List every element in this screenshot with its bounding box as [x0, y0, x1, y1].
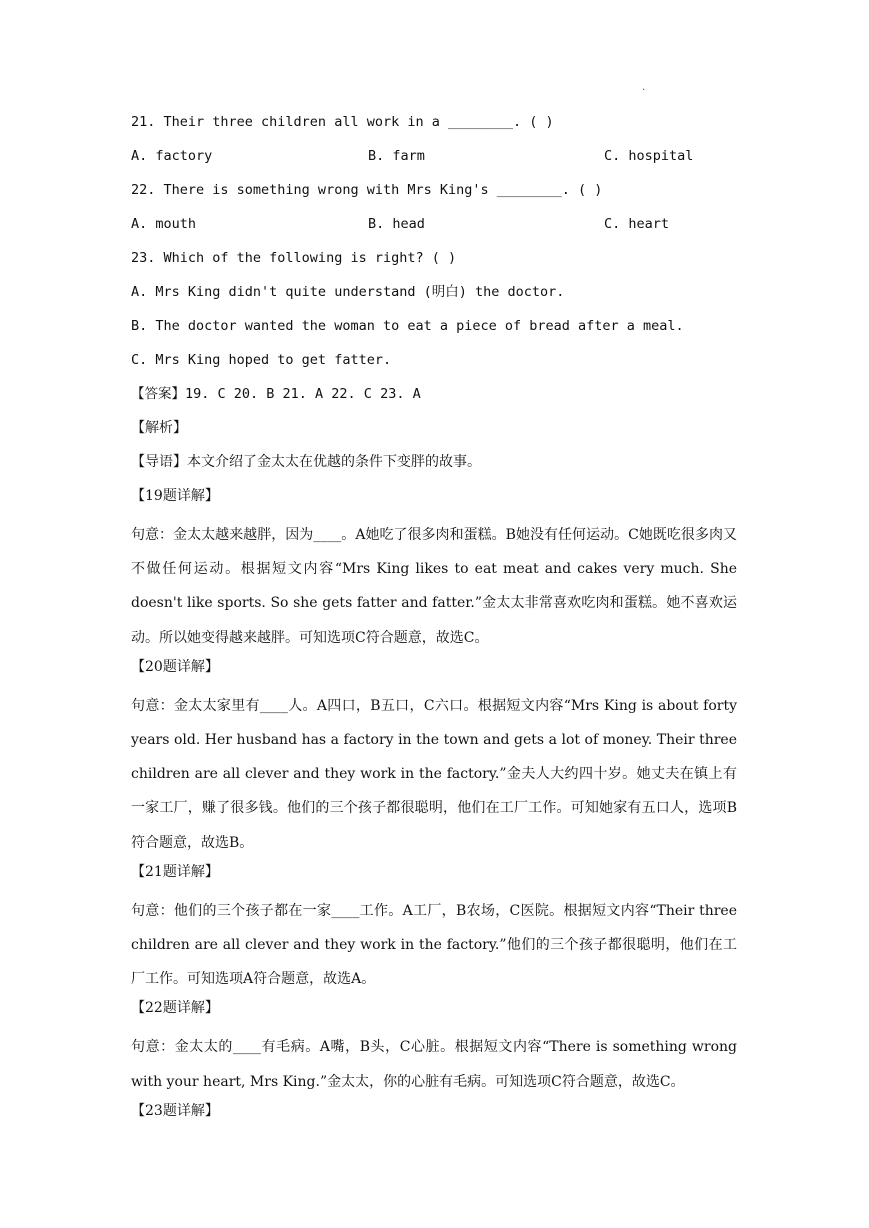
detail-19-text: 句意：金太太越来越胖，因为____。A她吃了很多肉和蛋糕。B她没有任何运动。C她既吃很多肉又不做任何运动。根据短文内容“Mrs King likes to eat meat and cakes very much. She doesn't like sports. So she gets fatter and fatter.”金太太非常喜欢吃肉和蛋糕。她不喜欢运动。所以她变得越来越胖。可知选项C符合题意，故选C。 [131, 527, 737, 646]
question-21-stem: 21. Their three children all work in a ________. ( ) [131, 114, 554, 130]
option-b: B. head [368, 216, 425, 232]
detail-20-heading: 【20题详解】 [131, 658, 219, 675]
analysis-label: 【解析】 [131, 420, 187, 436]
page-mark: . [642, 82, 646, 93]
question-22-stem: 22. There is something wrong with Mrs King's ________. ( ) [131, 182, 603, 198]
option-c: C. heart [604, 216, 670, 232]
option-a: A. Mrs King didn't quite understand (明白) the doctor. [131, 284, 565, 300]
detail-23-heading: 【23题详解】 [131, 1102, 219, 1119]
option-c: C. Mrs King hoped to get fatter. [131, 352, 392, 368]
detail-20-text: 句意：金太太家里有____人。A四口，B五口，C六口。根据短文内容“Mrs King is about forty years old. Her husband has a factory in the town and gets a lot of money. Their three children are all clever and they work in the factory.”金夫人大约四十岁。她丈夫在镇上有一家工厂，赚了很多钱。他们的三个孩子都很聪明，他们在工厂工作。可知她家有五口人，选项B符合题意，故选B。 [131, 697, 737, 851]
question-22-options [131, 212, 737, 246]
document-body [131, 110, 737, 1133]
option-b: B. farm [368, 148, 425, 164]
detail-22-text: 句意：金太太的____有毛病。A嘴，B头，C心脏。根据短文内容“There is something wrong with your heart, Mrs King.”金太太，你的心脏有毛病。可知选项C符合题意，故选C。 [131, 1039, 737, 1090]
detail-21-text: 句意：他们的三个孩子都在一家____工作。A工厂，B农场，C医院。根据短文内容“Their three children are all clever and they work in the factory.”他们的三个孩子都很聪明，他们在工厂工作。可知选项A符合题意，故选A。 [131, 902, 737, 988]
intro-text: 【导语】本文介绍了金太太在优越的条件下变胖的故事。 [131, 454, 481, 470]
option-b: B. The doctor wanted the woman to eat a piece of bread after a meal. [131, 318, 684, 334]
detail-19-heading: 【19题详解】 [131, 488, 219, 504]
answer-key: 【答案】19. C 20. B 21. A 22. C 23. A [131, 386, 421, 402]
option-c: C. hospital [604, 148, 694, 164]
question-21-options [131, 144, 737, 178]
option-a: A. factory [131, 148, 213, 164]
detail-22-heading: 【22题详解】 [131, 1000, 219, 1017]
option-a: A. mouth [131, 216, 197, 232]
question-23-stem: 23. Which of the following is right? ( ) [131, 250, 457, 266]
detail-21-heading: 【21题详解】 [131, 863, 219, 880]
